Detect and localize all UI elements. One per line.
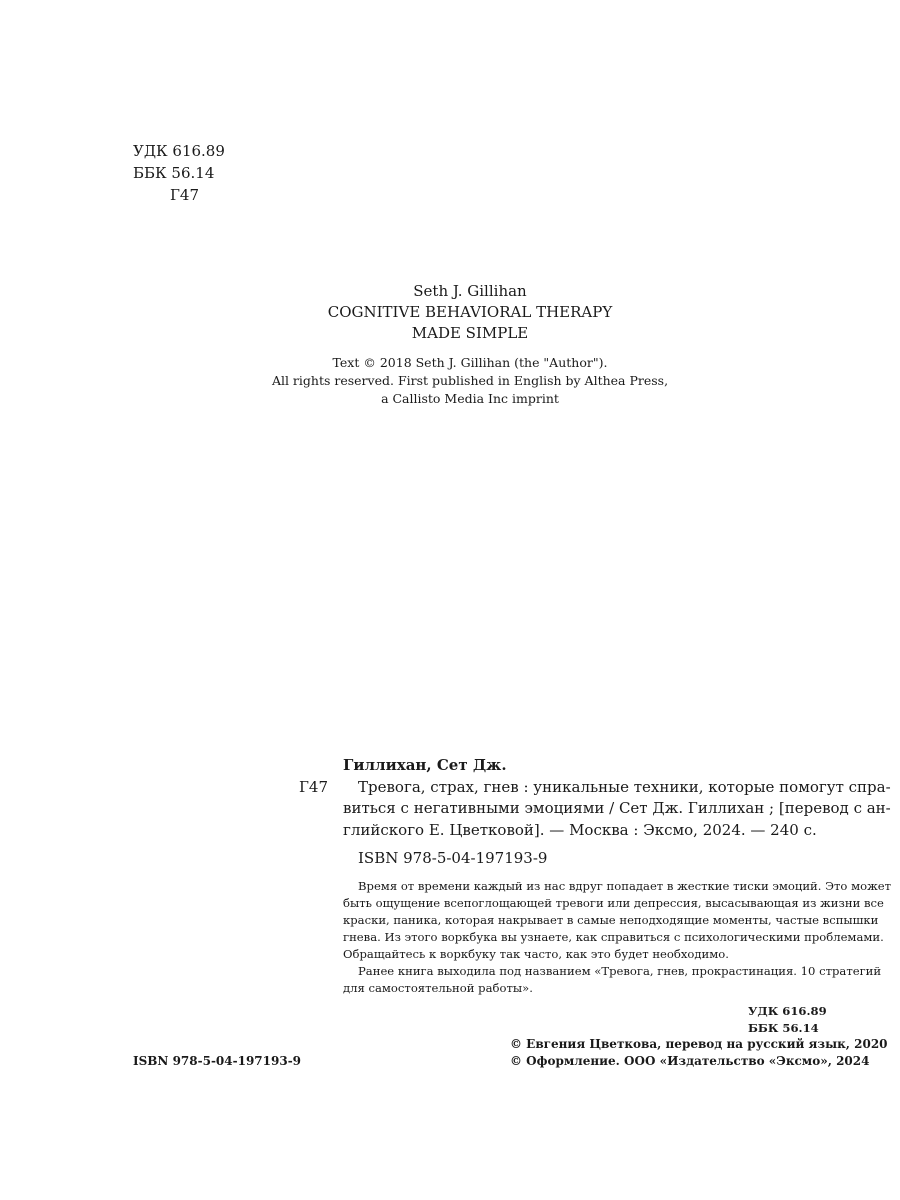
original-author: Seth J. Gillihan — [413, 282, 527, 300]
rights-notice — [200, 354, 740, 408]
annotation-line: Обращайтесь к воркбуку так часто, как это будет необходимо. — [343, 946, 729, 961]
annotation — [133, 878, 892, 997]
description-line: Тревога, страх, гнев : уникальные техники, которые помогут спра- — [358, 777, 891, 796]
footer-isbn: ISBN 978-5-04-197193-9 — [133, 1054, 302, 1068]
description-line: виться с негативными эмоциями / Сет Дж. Гиллихан ; [перевод с ан- — [343, 799, 891, 817]
record-udk: УДК 616.89 — [748, 1003, 827, 1018]
catalog-codes — [133, 140, 225, 206]
copyright-notices — [510, 1036, 888, 1070]
record-bbk: ББК 56.14 — [748, 1020, 819, 1035]
annotation-line: гнева. Из этого воркбука вы узнаете, как справиться с психологическими проблемами. — [343, 929, 884, 944]
previous-edition-line: для самостоятельной работы». — [343, 980, 533, 995]
author-sign: Г47 — [170, 186, 200, 204]
rights-line: All rights reserved. First published in English by Althea Press, — [271, 373, 669, 388]
udk-code: УДК 616.89 — [133, 142, 225, 160]
copyright-line: © Оформление. ООО «Издательство «Эксмо», 2024 — [510, 1054, 870, 1068]
record-classification-codes — [133, 1003, 827, 1037]
record-heading: Гиллихан, Сет Дж. — [343, 756, 507, 774]
original-title-line: MADE SIMPLE — [411, 324, 529, 342]
record-isbn: ISBN 978-5-04-197193-9 — [358, 849, 548, 867]
annotation-line: краски, паника, которая накрывает в самые неподходящие моменты, частые вспышки — [343, 912, 879, 927]
annotation-line: быть ощущение всепоглощающей тревоги или депрессия, высасывающая из жизни все — [343, 895, 884, 910]
rights-line: a Callisto Media Inc imprint — [381, 391, 559, 406]
annotation-line: Время от времени каждый из нас вдруг попадает в жесткие тиски эмоций. Это может — [358, 878, 892, 893]
record-author-sign: Г47 — [299, 777, 329, 796]
record-description — [299, 777, 891, 842]
original-title-line: COGNITIVE BEHAVIORAL THERAPY — [327, 303, 613, 321]
original-edition-credits — [200, 281, 740, 408]
rights-line: Text © 2018 Seth J. Gillihan (the "Author"). — [332, 355, 608, 370]
previous-edition-line: Ранее книга выходила под названием «Тревога, гнев, прокрастинация. 10 стратегий — [358, 963, 882, 978]
catalog-card — [133, 755, 891, 870]
bibliographic-record — [133, 755, 892, 1037]
copyright-line: © Евгения Цветкова, перевод на русский язык, 2020 — [510, 1037, 888, 1051]
description-line: глийского Е. Цветковой]. — Москва : Эксмо, 2024. — 240 с. — [343, 820, 817, 839]
bbk-code: ББК 56.14 — [133, 164, 215, 182]
